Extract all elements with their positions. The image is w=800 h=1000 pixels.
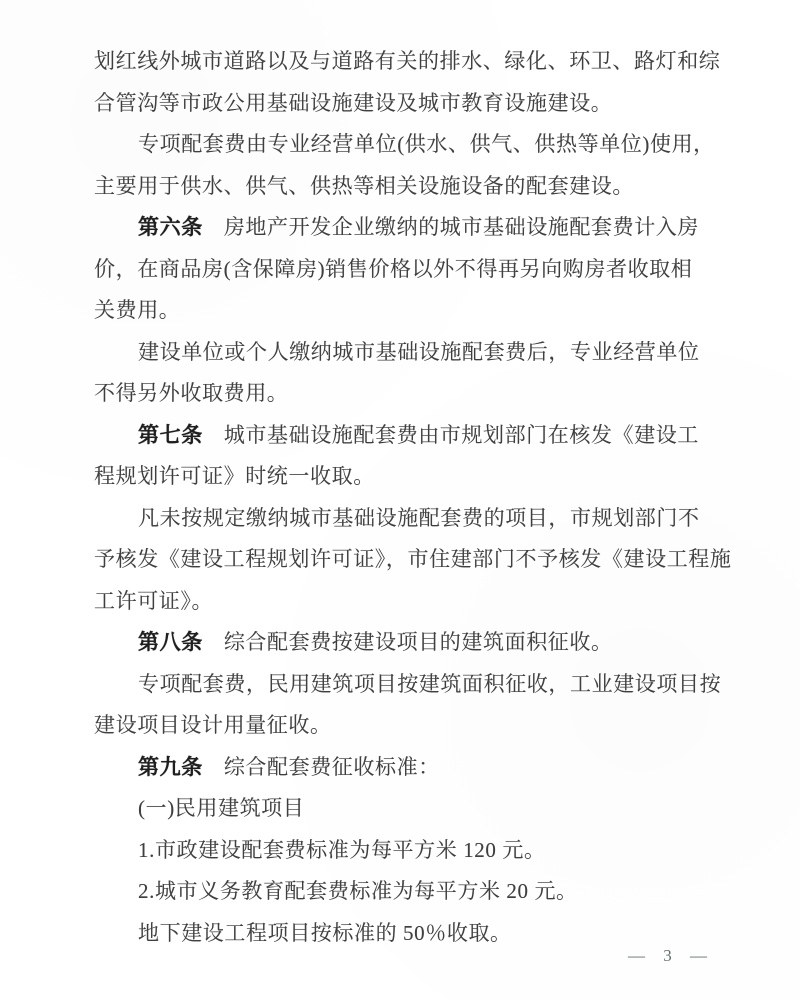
text-line: 不得另外收取费用。: [94, 381, 289, 405]
text-line: [94, 747, 726, 789]
text-line: 关费用。: [94, 298, 181, 322]
text-line: 主要用于供水、供气、供热等相关设施设备的配套建设。: [94, 173, 634, 198]
text-line: 专项配套费由专业经营单位(供水、供气、供热等单位)使用，: [138, 132, 715, 156]
text-line: 建设单位或个人缴纳城市基础设施配套费后，专业经营单位: [138, 339, 700, 364]
text-line: 划红线外城市道路以及与道路有关的排水、绿化、环卫、路灯和综: [94, 49, 721, 73]
text-line: 1.市政建设配套费标准为每平方米 120 元。: [138, 837, 546, 862]
article-heading: 第九条: [138, 754, 203, 779]
document-body: [94, 41, 732, 954]
page-number: — 3 —: [628, 946, 714, 965]
line-text: 城市基础设施配套费由市规划部门在核发《建设工: [223, 422, 700, 447]
text-line: [94, 415, 726, 457]
text-line: 地下建设工程项目按标准的 50％收取。: [138, 920, 512, 945]
text-line: [94, 207, 726, 249]
text-line: 工许可证》。: [94, 588, 214, 613]
text-line: 专项配套费，民用建筑项目按建筑面积征收，工业建设项目按: [138, 671, 722, 696]
text-line: 2.城市义务教育配套费标准为每平方米 20 元。: [138, 879, 578, 903]
text-line: [94, 622, 726, 664]
text-line: 建设项目设计用量征收。: [94, 713, 332, 737]
line-text: 房地产开发企业缴纳的城市基础设施配套费计入房: [223, 215, 700, 239]
article-heading: 第七条: [138, 422, 203, 447]
text-line: (一)民用建筑项目: [138, 796, 305, 820]
article-heading: 第六条: [138, 215, 203, 239]
article-heading: 第八条: [138, 630, 203, 654]
text-line: 价，在商品房(含保障房)销售价格以外不得再另向购房者收取相: [94, 256, 693, 281]
line-text: 综合配套费征收标准：: [223, 754, 440, 779]
text-line: 予核发《建设工程规划许可证》，市住建部门不予核发《建设工程施: [94, 547, 732, 571]
text-line: 凡未按规定缴纳城市基础设施配套费的项目，市规划部门不: [138, 505, 700, 530]
text-line: 程规划许可证》时统一收取。: [94, 464, 375, 488]
line-text: 综合配套费按建设项目的建筑面积征收。: [223, 630, 613, 654]
text-line: 合管沟等市政公用基础设施建设及城市教育设施建设。: [94, 90, 613, 115]
